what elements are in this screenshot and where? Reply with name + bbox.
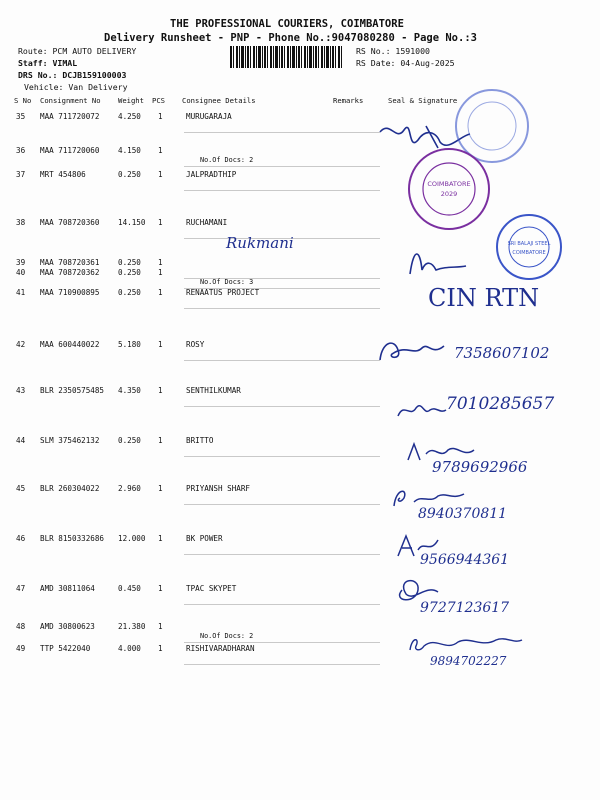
handwritten-rukmani: Rukmani (226, 234, 294, 252)
row-consignment: MAA 711720072 (40, 112, 100, 121)
stamp2-text: COIMBATORE (427, 180, 471, 188)
row-sno: 43 (16, 386, 26, 395)
row-pcs: 1 (158, 584, 163, 593)
company-title: THE PROFESSIONAL COURIERS, COIMBATORE (170, 18, 404, 30)
row-weight: 0.250 (118, 258, 141, 267)
stamp-circle-2 (406, 146, 492, 232)
row-consignee: MURUGARAJA (186, 112, 232, 121)
row-weight: 14.150 (118, 218, 146, 227)
col-weight: Weight (118, 96, 144, 105)
row-sno: 39 (16, 258, 26, 267)
row-weight: 4.150 (118, 146, 141, 155)
row-consignment: MRT 454806 (40, 170, 86, 179)
row-consignment: BLR 8150332686 (40, 534, 105, 543)
row-sno: 35 (16, 112, 26, 121)
row-consignment: BLR 260304022 (40, 484, 100, 493)
signature-45 (390, 484, 470, 510)
runsheet-subtitle: Delivery Runsheet - PNP - Phone No.:9047080280 - Page No.:3 (104, 32, 477, 44)
row-consignment: MAA 711720060 (40, 146, 100, 155)
barcode (230, 46, 342, 68)
row-consignment: MAA 708720360 (40, 218, 100, 227)
row-weight: 4.350 (118, 386, 141, 395)
row-pcs: 1 (158, 146, 163, 155)
row-consignment: MAA 710900895 (40, 288, 100, 297)
row-divider (184, 360, 380, 361)
row-sno: 37 (16, 170, 26, 179)
col-remarks: Remarks (333, 96, 364, 105)
row-consignee: ROSY (186, 340, 205, 349)
row-consignee: RISHIVARADHARAN (186, 644, 255, 653)
handwritten-phone-46: 9566944361 (420, 552, 510, 568)
col-consignee: Consignee Details (182, 96, 256, 105)
row-sno: 45 (16, 484, 26, 493)
col-seal: Seal & Signature (388, 96, 458, 105)
row-divider (184, 664, 380, 665)
row-divider (184, 504, 380, 505)
stamp-circle-3 (494, 212, 564, 282)
row-sno: 47 (16, 584, 26, 593)
stamp3-sub: COIMBATORE (512, 250, 546, 256)
row-consignee: PRIYANSH SHARF (186, 484, 251, 493)
row-weight: 12.000 (118, 534, 146, 543)
row-divider (184, 132, 380, 133)
row-weight: 0.250 (118, 268, 141, 277)
handwritten-cin-rtn: CIN RTN (428, 284, 540, 312)
col-consignment: Consignment No (40, 96, 101, 105)
route-label: Route: PCM AUTO DELIVERY (18, 46, 137, 56)
row-pcs: 1 (158, 170, 163, 179)
stamp2-num: 2029 (440, 190, 458, 198)
col-sno: S No (14, 96, 32, 105)
row-consignee: TPAC SKYPET (186, 584, 237, 593)
stamp3-text: SRI BALAJI STEEL (507, 241, 551, 247)
row-consignment: SLM 375462132 (40, 436, 100, 445)
signature-47 (392, 572, 442, 608)
row-divider (184, 554, 380, 555)
row-pcs: 1 (158, 340, 163, 349)
handwritten-phone-49: 9894702227 (430, 654, 507, 668)
row-sno: 41 (16, 288, 26, 297)
row-consignee: RUCHAMANI (186, 218, 228, 227)
row-weight: 2.960 (118, 484, 141, 493)
row-docs-note: No.Of Docs: 3 (200, 278, 254, 286)
row-sno: 44 (16, 436, 26, 445)
row-weight: 0.250 (118, 436, 141, 445)
row-consignment: MAA 708720362 (40, 268, 100, 277)
row-weight: 21.380 (118, 622, 146, 631)
row-sno: 48 (16, 622, 26, 631)
row-sno: 49 (16, 644, 26, 653)
row-pcs: 1 (158, 112, 163, 121)
row-weight: 0.450 (118, 584, 141, 593)
row-divider (184, 604, 380, 605)
row-divider (184, 642, 380, 643)
row-sno: 46 (16, 534, 26, 543)
row-consignment: MAA 600440022 (40, 340, 100, 349)
row-divider (184, 456, 380, 457)
row-sno: 36 (16, 146, 26, 155)
row-sno: 38 (16, 218, 26, 227)
row-pcs: 1 (158, 644, 163, 653)
signature-39 (406, 244, 468, 280)
row-weight: 0.250 (118, 288, 141, 297)
handwritten-phone-45: 8940370811 (418, 506, 508, 522)
row-divider (184, 166, 380, 167)
row-pcs: 1 (158, 258, 163, 267)
rs-date-label: RS Date: 04-Aug-2025 (356, 58, 455, 68)
handwritten-phone-47: 9727123617 (420, 600, 510, 616)
row-weight: 4.250 (118, 112, 141, 121)
row-divider (184, 308, 380, 309)
row-pcs: 1 (158, 288, 163, 297)
signature-42 (376, 336, 456, 366)
row-consignee: BK POWER (186, 534, 223, 543)
row-consignment: AMD 30800623 (40, 622, 95, 631)
handwritten-phone-42: 7358607102 (454, 344, 550, 362)
handwritten-phone-44: 9789692966 (432, 458, 528, 476)
rs-no-label: RS No.: 1591000 (356, 46, 430, 56)
signature-46 (394, 532, 444, 560)
row-docs-note: No.Of Docs: 2 (200, 156, 254, 164)
row-weight: 4.000 (118, 644, 141, 653)
row-divider (184, 190, 380, 191)
row-pcs: 1 (158, 484, 163, 493)
signature-49 (406, 632, 526, 656)
row-consignment: TTP 5422040 (40, 644, 91, 653)
row-sno: 40 (16, 268, 26, 277)
row-consignment: MAA 708720361 (40, 258, 100, 267)
row-pcs: 1 (158, 386, 163, 395)
drs-label: DRS No.: DCJB159100003 (18, 70, 127, 80)
row-consignee: BRITTO (186, 436, 214, 445)
row-weight: 0.250 (118, 170, 141, 179)
row-pcs: 1 (158, 218, 163, 227)
row-pcs: 1 (158, 534, 163, 543)
col-pcs: PCS (152, 96, 165, 105)
row-consignee: RENAATUS PROJECT (186, 288, 260, 297)
signature-44 (404, 440, 484, 466)
row-consignment: AMD 30811064 (40, 584, 95, 593)
row-weight: 5.180 (118, 340, 141, 349)
row-divider (184, 406, 380, 407)
row-consignee: SENTHILKUMAR (186, 386, 241, 395)
row-consignee: JALPRADTHIP (186, 170, 237, 179)
signature-43 (394, 398, 448, 422)
row-pcs: 1 (158, 622, 163, 631)
staff-label: Staff: VIMAL (18, 58, 78, 68)
row-consignment: BLR 2350575485 (40, 386, 105, 395)
handwritten-phone-43: 7010285657 (446, 394, 555, 414)
row-docs-note: No.Of Docs: 2 (200, 632, 254, 640)
vehicle-label: Vehicle: Van Delivery (24, 82, 128, 92)
row-sno: 42 (16, 340, 26, 349)
row-pcs: 1 (158, 268, 163, 277)
row-pcs: 1 (158, 436, 163, 445)
